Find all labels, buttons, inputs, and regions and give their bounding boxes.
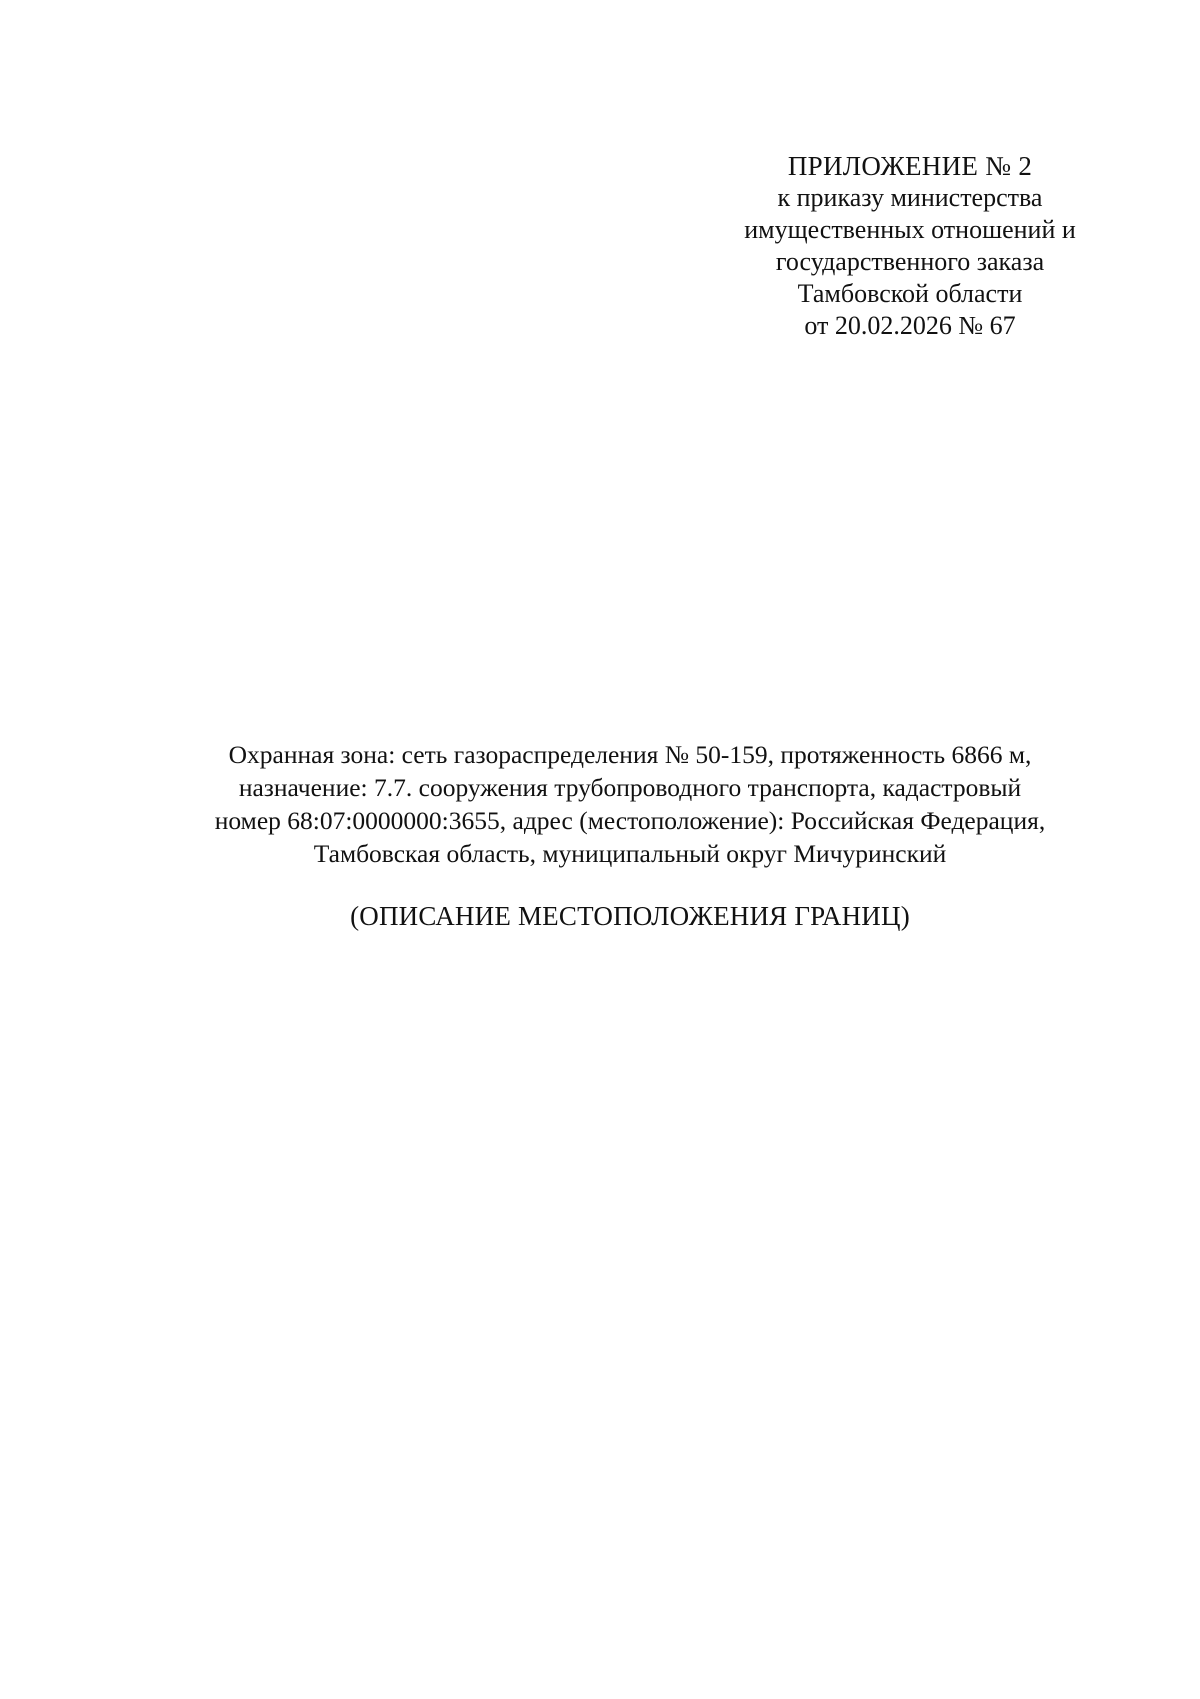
zone-line-purpose: назначение: 7.7. сооружения трубопроводного транспорта, кадастровый <box>238 773 1022 802</box>
appendix-line-procurement: государственного заказа <box>775 247 1045 276</box>
zone-line-cadastral-address: номер 68:07:0000000:3655, адрес (местоположение): Российская Федерация, <box>214 806 1046 835</box>
appendix-line-date-number: от 20.02.2026 № 67 <box>804 311 1016 340</box>
appendix-header <box>700 150 1120 342</box>
protection-zone-description <box>150 738 1110 870</box>
appendix-line-order: к приказу министерства <box>777 183 1043 212</box>
appendix-line-region: Тамбовской области <box>797 279 1023 308</box>
zone-line-district: Тамбовская область, муниципальный округ Мичуринский <box>313 839 947 868</box>
boundary-description-heading: (ОПИСАНИЕ МЕСТОПОЛОЖЕНИЯ ГРАНИЦ) <box>350 901 910 931</box>
zone-line-network: Охранная зона: сеть газораспределения № 50-159, протяженность 6866 м, <box>228 740 1032 769</box>
appendix-line-ministry: имущественных отношений и <box>744 215 1076 244</box>
appendix-title: ПРИЛОЖЕНИЕ № 2 <box>787 151 1033 181</box>
